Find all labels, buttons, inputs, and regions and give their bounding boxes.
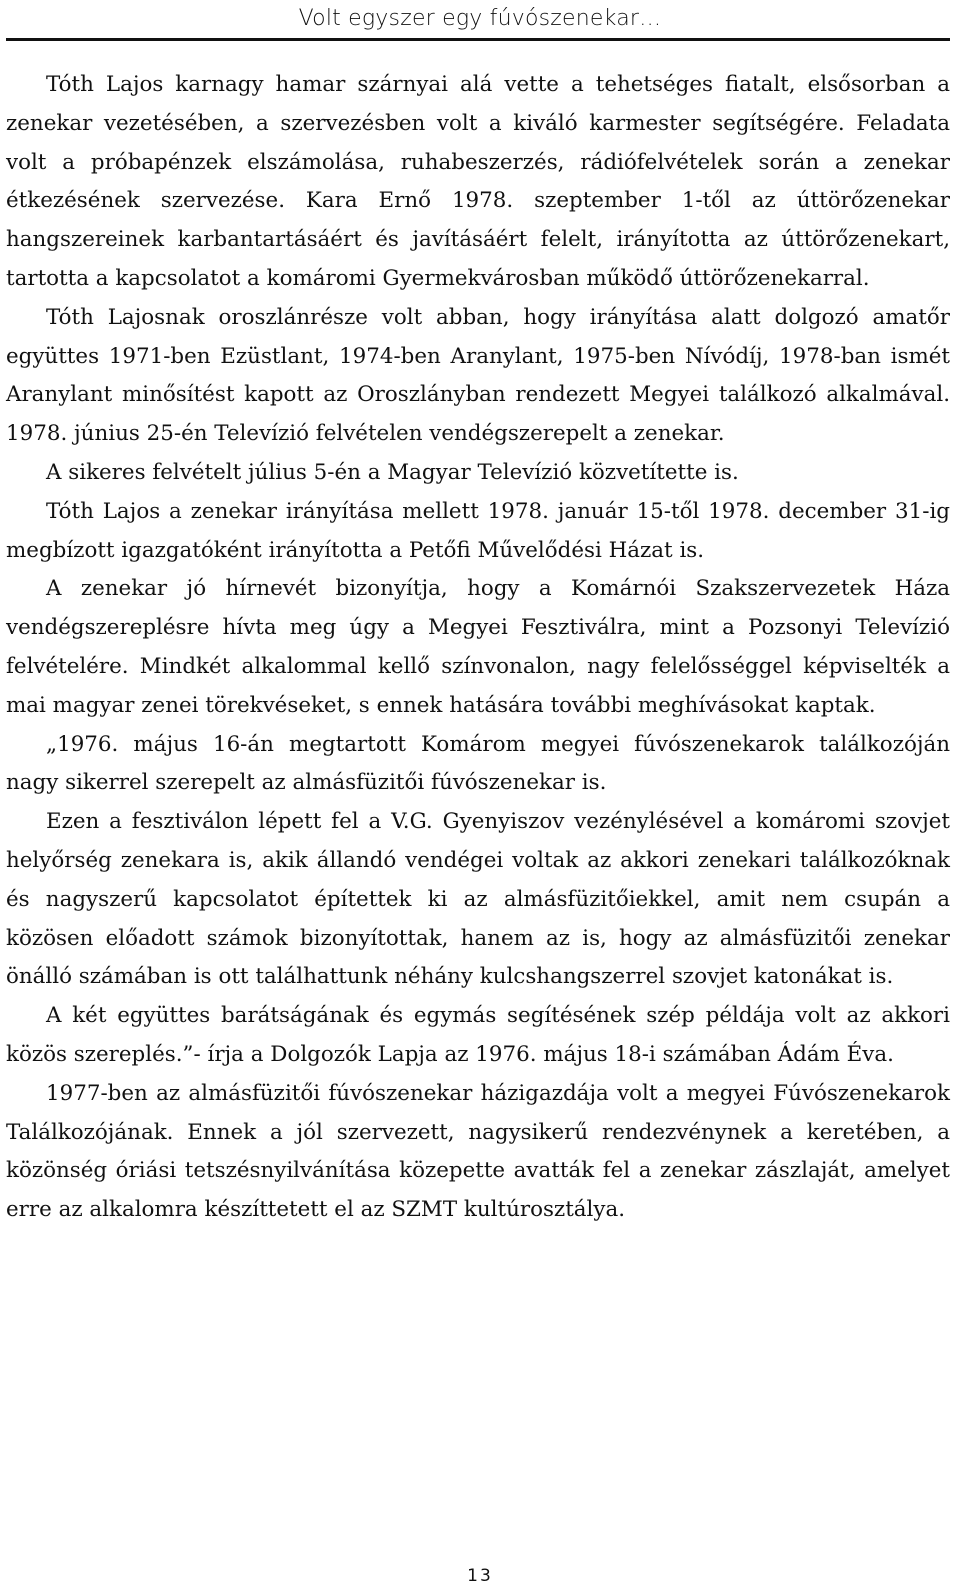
page-number: 13 bbox=[467, 1566, 493, 1586]
running-header: Volt egyszer egy fúvószenekar… bbox=[298, 6, 662, 31]
paragraph: A két együttes barátságának és egymás segítésének szép példája volt az akkori közös szereplés.”- írja a Dolgozók Lapja az 1976. május 18-i számában Ádám Éva. bbox=[6, 1003, 950, 1067]
paragraph: Tóth Lajos karnagy hamar szárnyai alá vette a tehetséges fiatalt, elsősorban a zenekar vezetésében, a szervezésben volt a kiváló karmester segítségére. Feladata volt a próbapénzek elszámolása, ruhabeszerzés, rádiófelvételek során a zenekar étkezésének szervezése. Kara Ernő 1978. szeptember 1-től az úttörőzenekar hangszereinek karbantartásáért és javításáért felelt, irányította az úttörőzenekart, tartotta a kapcsolatot a komáromi Gyermekvárosban működő úttörőzenekarral. bbox=[6, 72, 950, 291]
body-text bbox=[6, 66, 950, 1230]
paragraph: „1976. május 16-án megtartott Komárom megyei fúvószenekarok találkozóján nagy sikerrel szerepelt az almásfüzitői fúvószenekar is. bbox=[6, 731, 950, 796]
paragraph: Tóth Lajos a zenekar irányítása mellett 1978. január 15-től 1978. december 31-ig megbízott igazgatóként irányította a Petőfi Művelődési Házat is. bbox=[6, 498, 950, 563]
paragraph: A sikeres felvételt július 5-én a Magyar Televízió közvetítette is. bbox=[46, 459, 739, 485]
paragraph: Ezen a fesztiválon lépett fel a V.G. Gyenyiszov vezénylésével a komáromi szovjet helyőrség zenekara is, akik állandó vendégei voltak az akkori zenekari találkozóknak és nagyszerű kapcsolatot építettek ki az almásfüzitőiekkel, amit nem csupán a közösen előadott számok bizonyítottak, hanem az is, hogy az almásfüzitői zenekar önálló számában is ott találhattunk néhány kulcshangszerrel szovjet katonákat is. bbox=[6, 809, 950, 990]
paragraph: 1977-ben az almásfüzitői fúvószenekar házigazdája volt a megyei Fúvószenekarok Találkozójának. Ennek a jól szervezett, nagysikerű rendezvénynek a keretében, a közönség óriási tetszésnyilvánítása közepette avatták fel a zenekar zászlaját, amelyet erre az alkalomra készíttetett el az SZMT kultúrosztálya. bbox=[6, 1080, 950, 1223]
paragraph: Tóth Lajosnak oroszlánrésze volt abban, hogy irányítása alatt dolgozó amatőr együttes 1971-ben Ezüstlant, 1974-ben Aranylant, 1975-ben Nívódíj, 1978-ban ismét Aranylant minősítést kapott az Oroszlányban rendezett Megyei találkozó alkalmával. 1978. június 25-én Televízió felvételen vendégszerepelt a zenekar. bbox=[6, 304, 950, 447]
header-rule bbox=[6, 38, 950, 41]
paragraph: A zenekar jó hírnevét bizonyítja, hogy a Komárnói Szakszervezetek Háza vendégszereplésre hívta meg úgy a Megyei Fesztiválra, mint a Pozsonyi Televízió felvételére. Mindkét alkalommal kellő színvonalon, nagy felelősséggel képviselték a mai magyar zenei törekvéseket, s ennek hatására további meghívásokat kaptak. bbox=[6, 576, 950, 718]
